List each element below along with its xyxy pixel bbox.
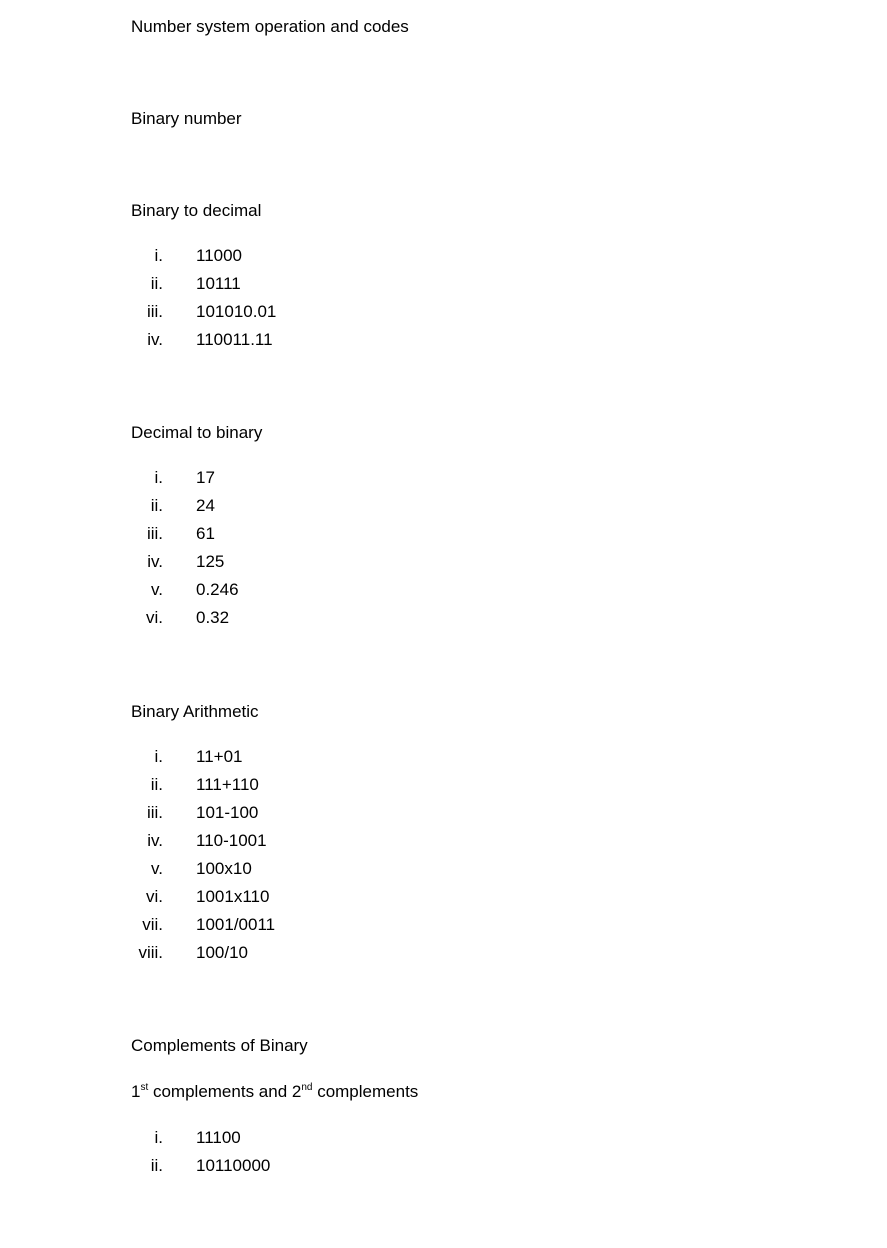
list-item-number: v. bbox=[151, 859, 163, 878]
list-item bbox=[0, 915, 500, 943]
subheading-first-sup: st bbox=[140, 1082, 149, 1093]
list-item bbox=[0, 330, 500, 358]
list-item bbox=[0, 246, 500, 274]
list-item-value: 11000 bbox=[196, 246, 243, 265]
subheading-first-num: 1 bbox=[131, 1082, 141, 1101]
list-item-value: 0.32 bbox=[196, 608, 230, 627]
list-item bbox=[0, 608, 500, 636]
list-item bbox=[0, 803, 500, 831]
heading-decimal-to-binary: Decimal to binary bbox=[131, 423, 263, 442]
list-decimal-to-binary bbox=[0, 468, 500, 636]
list-item-value: 10110000 bbox=[196, 1156, 271, 1175]
list-item-number: iii. bbox=[146, 524, 163, 543]
list-item-value: 110-1001 bbox=[196, 831, 267, 850]
list-item-number: vi. bbox=[146, 887, 163, 906]
subheading-complements bbox=[131, 1082, 418, 1102]
list-item bbox=[0, 775, 500, 803]
list-item-number: v. bbox=[151, 580, 163, 599]
list-item-value: 100x10 bbox=[196, 859, 252, 878]
list-item-value: 24 bbox=[196, 496, 215, 515]
subheading-middle: complements and 2 bbox=[148, 1082, 302, 1101]
heading-complements-of-binary: Complements of Binary bbox=[131, 1036, 308, 1055]
list-item-number: ii. bbox=[150, 274, 163, 293]
list-item bbox=[0, 1128, 500, 1156]
list-item bbox=[0, 468, 500, 496]
list-item bbox=[0, 747, 500, 775]
list-item bbox=[0, 524, 500, 552]
subheading-end: complements bbox=[312, 1082, 419, 1101]
list-item-value: 17 bbox=[196, 468, 215, 487]
list-item bbox=[0, 943, 500, 971]
list-item-value: 1001/0011 bbox=[196, 915, 276, 934]
list-item-value: 125 bbox=[196, 552, 225, 571]
list-item-number: i. bbox=[154, 747, 163, 766]
list-item-number: viii. bbox=[138, 943, 163, 962]
list-item-number: ii. bbox=[150, 775, 163, 794]
list-item-value: 110011.11 bbox=[196, 330, 273, 349]
list-complements bbox=[0, 1128, 500, 1184]
list-item-value: 100/10 bbox=[196, 943, 248, 962]
list-binary-to-decimal bbox=[0, 246, 500, 358]
list-item-number: iv. bbox=[147, 552, 163, 571]
list-item-number: iii. bbox=[146, 302, 163, 321]
heading-binary-to-decimal: Binary to decimal bbox=[131, 201, 262, 220]
list-item bbox=[0, 1156, 500, 1184]
list-item-number: iv. bbox=[147, 330, 163, 349]
list-item-value: 111+110 bbox=[196, 775, 259, 794]
list-item-number: i. bbox=[154, 246, 163, 265]
list-item bbox=[0, 496, 500, 524]
list-item bbox=[0, 580, 500, 608]
list-item-number: iii. bbox=[146, 803, 163, 822]
list-item-number: iv. bbox=[147, 831, 163, 850]
list-item-value: 10111 bbox=[196, 274, 241, 293]
list-item bbox=[0, 302, 500, 330]
list-binary-arithmetic bbox=[0, 747, 500, 971]
list-item-number: ii. bbox=[150, 496, 163, 515]
list-item-value: 11+01 bbox=[196, 747, 243, 766]
subheading-second-sup: nd bbox=[301, 1082, 313, 1093]
list-item-number: vii. bbox=[142, 915, 163, 934]
list-item-number: i. bbox=[154, 1128, 163, 1147]
list-item bbox=[0, 831, 500, 859]
list-item-value: 0.246 bbox=[196, 580, 239, 599]
list-item bbox=[0, 274, 500, 302]
list-item-number: ii. bbox=[150, 1156, 163, 1175]
list-item-value: 1001x110 bbox=[196, 887, 270, 906]
list-item-number: vi. bbox=[146, 608, 163, 627]
list-item-value: 61 bbox=[196, 524, 215, 543]
list-item bbox=[0, 887, 500, 915]
list-item-value: 101-100 bbox=[196, 803, 259, 822]
list-item-number: i. bbox=[154, 468, 163, 487]
document-title: Number system operation and codes bbox=[131, 17, 409, 36]
section-binary-number: Binary number bbox=[131, 109, 242, 128]
list-item bbox=[0, 552, 500, 580]
list-item bbox=[0, 859, 500, 887]
list-item-value: 11100 bbox=[196, 1128, 241, 1147]
list-item-value: 101010.01 bbox=[196, 302, 277, 321]
heading-binary-arithmetic: Binary Arithmetic bbox=[131, 702, 259, 721]
